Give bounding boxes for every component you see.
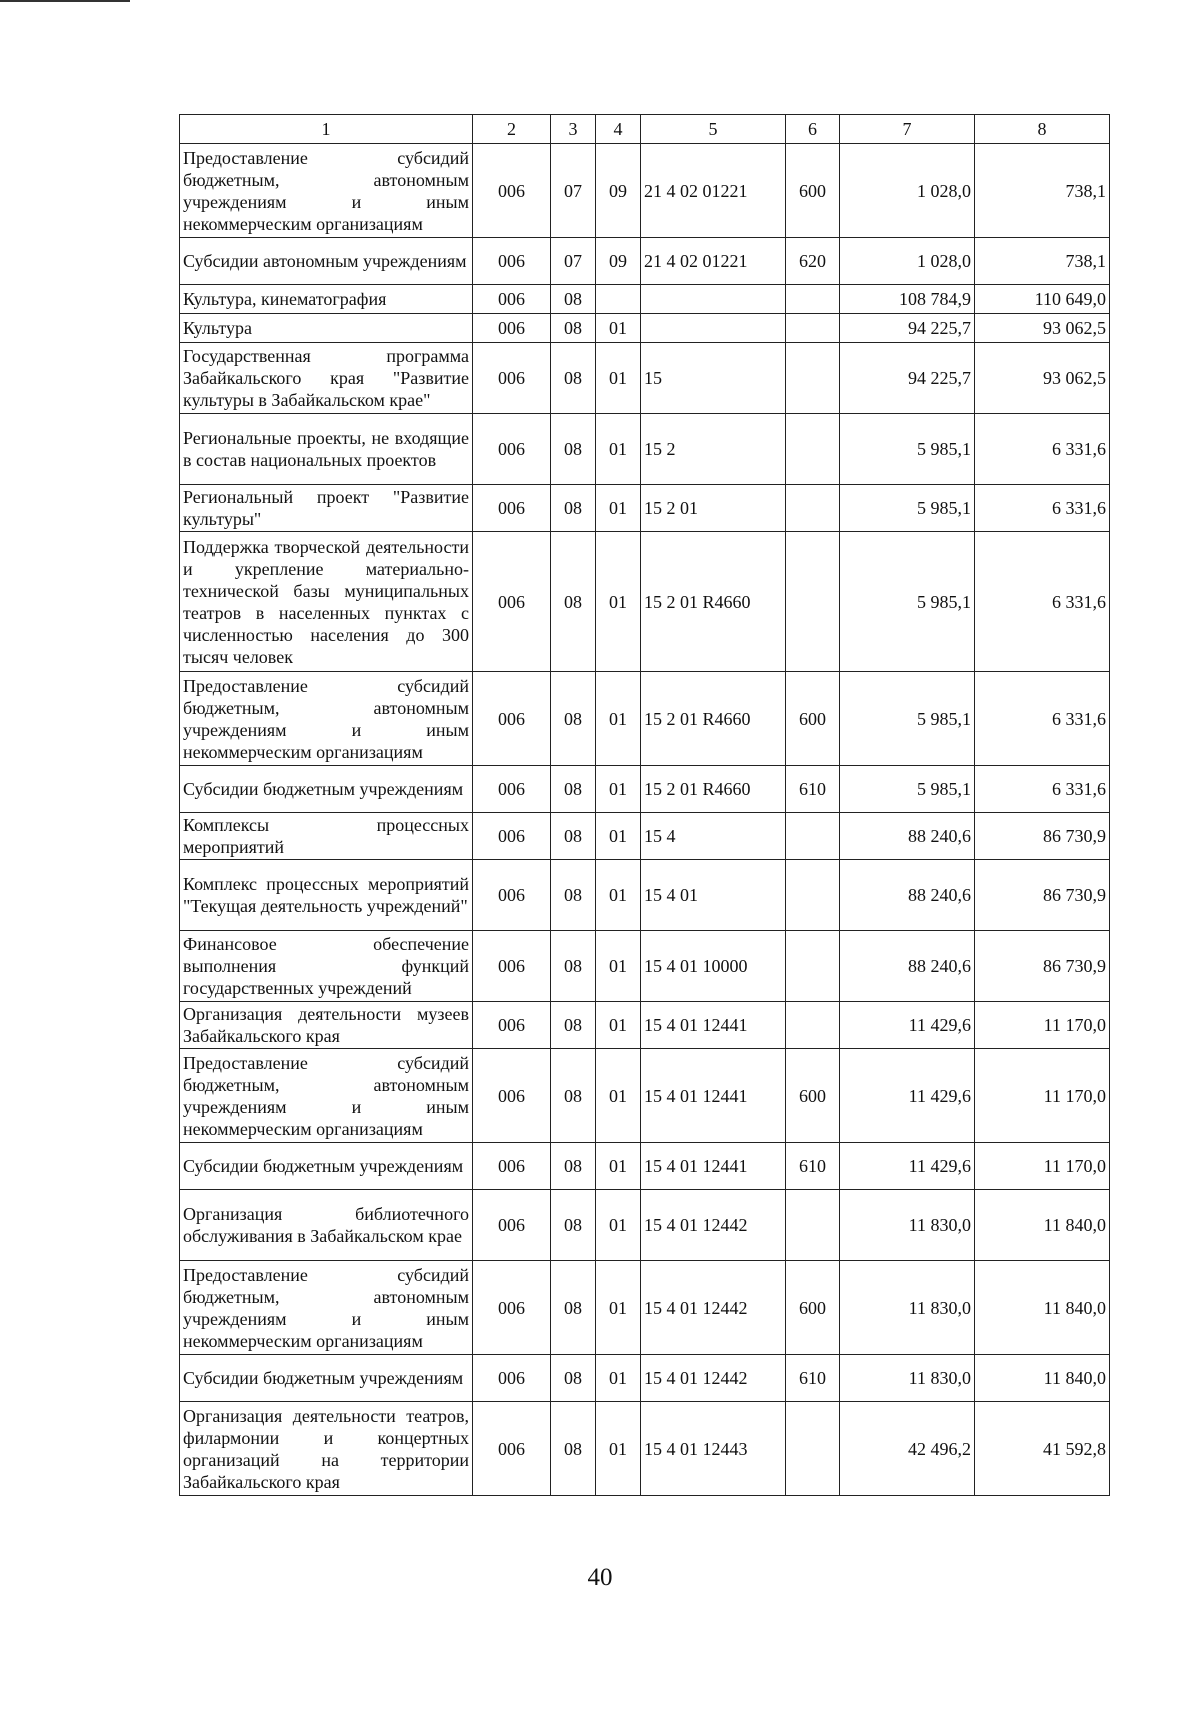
target-article-cell: 21 4 02 01221 bbox=[641, 238, 786, 285]
row-name-cell: Региональный проект "Развитие культуры" bbox=[180, 485, 473, 532]
table-row bbox=[180, 532, 1110, 672]
amount-col8-cell: 738,1 bbox=[975, 238, 1110, 285]
subsection-cell: 01 bbox=[596, 1049, 641, 1143]
grbs-cell: 006 bbox=[473, 1355, 551, 1402]
column-header: 1 bbox=[180, 115, 473, 144]
expense-type-cell bbox=[786, 1002, 840, 1049]
grbs-cell: 006 bbox=[473, 1143, 551, 1190]
table-row bbox=[180, 1261, 1110, 1355]
grbs-cell: 006 bbox=[473, 860, 551, 931]
row-name-cell: Предоставление субсидий бюджетным, автономным учреждениям и иным некоммерческим организациям bbox=[180, 1049, 473, 1143]
row-name-cell: Комплексы процессных мероприятий bbox=[180, 813, 473, 860]
amount-col7-cell: 11 429,6 bbox=[840, 1143, 975, 1190]
expense-type-cell: 600 bbox=[786, 672, 840, 766]
row-name-cell: Поддержка творческой деятельности и укрепление материально-технической базы муниципальных театров в населенных пунктах с численностью населения до 300 тысяч человек bbox=[180, 532, 473, 672]
amount-col7-cell: 5 985,1 bbox=[840, 532, 975, 672]
expense-type-cell bbox=[786, 485, 840, 532]
column-header: 7 bbox=[840, 115, 975, 144]
amount-col7-cell: 88 240,6 bbox=[840, 813, 975, 860]
subsection-cell: 01 bbox=[596, 343, 641, 414]
target-article-cell bbox=[641, 314, 786, 343]
column-header: 3 bbox=[551, 115, 596, 144]
amount-col8-cell: 6 331,6 bbox=[975, 672, 1110, 766]
subsection-cell: 01 bbox=[596, 314, 641, 343]
section-cell: 08 bbox=[551, 931, 596, 1002]
amount-col8-cell: 86 730,9 bbox=[975, 813, 1110, 860]
subsection-cell bbox=[596, 285, 641, 314]
expense-type-cell bbox=[786, 1190, 840, 1261]
table-row bbox=[180, 1355, 1110, 1402]
page-number: 40 bbox=[587, 1564, 613, 1591]
target-article-cell: 15 4 01 12441 bbox=[641, 1049, 786, 1143]
expense-type-cell bbox=[786, 860, 840, 931]
table-row bbox=[180, 1049, 1110, 1143]
expense-type-cell: 600 bbox=[786, 1049, 840, 1143]
grbs-cell: 006 bbox=[473, 1402, 551, 1496]
table-row bbox=[180, 672, 1110, 766]
expense-type-cell: 610 bbox=[786, 1355, 840, 1402]
amount-col7-cell: 11 429,6 bbox=[840, 1002, 975, 1049]
target-article-cell: 15 4 01 12443 bbox=[641, 1402, 786, 1496]
section-cell: 08 bbox=[551, 1190, 596, 1261]
table-row bbox=[180, 813, 1110, 860]
table-row bbox=[180, 1190, 1110, 1261]
table-row bbox=[180, 314, 1110, 343]
target-article-cell: 21 4 02 01221 bbox=[641, 144, 786, 238]
row-name-cell: Субсидии бюджетным учреждениям bbox=[180, 1355, 473, 1402]
amount-col7-cell: 5 985,1 bbox=[840, 485, 975, 532]
section-cell: 08 bbox=[551, 672, 596, 766]
amount-col8-cell: 11 170,0 bbox=[975, 1002, 1110, 1049]
amount-col7-cell: 11 429,6 bbox=[840, 1049, 975, 1143]
section-cell: 08 bbox=[551, 414, 596, 485]
target-article-cell: 15 2 01 R4660 bbox=[641, 532, 786, 672]
subsection-cell: 09 bbox=[596, 144, 641, 238]
expense-type-cell bbox=[786, 813, 840, 860]
section-cell: 08 bbox=[551, 1261, 596, 1355]
grbs-cell: 006 bbox=[473, 414, 551, 485]
amount-col8-cell: 93 062,5 bbox=[975, 314, 1110, 343]
section-cell: 08 bbox=[551, 285, 596, 314]
amount-col8-cell: 110 649,0 bbox=[975, 285, 1110, 314]
target-article-cell bbox=[641, 285, 786, 314]
target-article-cell: 15 4 01 bbox=[641, 860, 786, 931]
row-name-cell: Культура bbox=[180, 314, 473, 343]
amount-col7-cell: 5 985,1 bbox=[840, 766, 975, 813]
target-article-cell: 15 4 bbox=[641, 813, 786, 860]
expense-type-cell: 600 bbox=[786, 1261, 840, 1355]
subsection-cell: 01 bbox=[596, 860, 641, 931]
amount-col8-cell: 41 592,8 bbox=[975, 1402, 1110, 1496]
grbs-cell: 006 bbox=[473, 672, 551, 766]
section-cell: 08 bbox=[551, 766, 596, 813]
row-name-cell: Культура, кинематография bbox=[180, 285, 473, 314]
target-article-cell: 15 2 01 R4660 bbox=[641, 672, 786, 766]
target-article-cell: 15 2 01 bbox=[641, 485, 786, 532]
subsection-cell: 01 bbox=[596, 532, 641, 672]
section-cell: 07 bbox=[551, 144, 596, 238]
grbs-cell: 006 bbox=[473, 314, 551, 343]
subsection-cell: 01 bbox=[596, 931, 641, 1002]
grbs-cell: 006 bbox=[473, 1190, 551, 1261]
expense-type-cell: 610 bbox=[786, 1143, 840, 1190]
subsection-cell: 01 bbox=[596, 1261, 641, 1355]
section-cell: 08 bbox=[551, 1402, 596, 1496]
table-row bbox=[180, 1002, 1110, 1049]
expense-type-cell: 610 bbox=[786, 766, 840, 813]
expense-type-cell bbox=[786, 414, 840, 485]
row-name-cell: Региональные проекты, не входящие в состав национальных проектов bbox=[180, 414, 473, 485]
column-header: 4 bbox=[596, 115, 641, 144]
table-row bbox=[180, 766, 1110, 813]
grbs-cell: 006 bbox=[473, 766, 551, 813]
table-row bbox=[180, 1143, 1110, 1190]
subsection-cell: 01 bbox=[596, 1002, 641, 1049]
expense-type-cell bbox=[786, 285, 840, 314]
amount-col8-cell: 11 170,0 bbox=[975, 1143, 1110, 1190]
subsection-cell: 09 bbox=[596, 238, 641, 285]
subsection-cell: 01 bbox=[596, 1190, 641, 1261]
amount-col8-cell: 11 840,0 bbox=[975, 1190, 1110, 1261]
grbs-cell: 006 bbox=[473, 485, 551, 532]
table-row bbox=[180, 238, 1110, 285]
subsection-cell: 01 bbox=[596, 766, 641, 813]
expense-type-cell bbox=[786, 532, 840, 672]
target-article-cell: 15 4 01 12442 bbox=[641, 1261, 786, 1355]
grbs-cell: 006 bbox=[473, 813, 551, 860]
row-name-cell: Предоставление субсидий бюджетным, автономным учреждениям и иным некоммерческим организациям bbox=[180, 144, 473, 238]
row-name-cell: Предоставление субсидий бюджетным, автономным учреждениям и иным некоммерческим организациям bbox=[180, 672, 473, 766]
grbs-cell: 006 bbox=[473, 144, 551, 238]
target-article-cell: 15 2 bbox=[641, 414, 786, 485]
section-cell: 08 bbox=[551, 532, 596, 672]
section-cell: 08 bbox=[551, 813, 596, 860]
amount-col8-cell: 86 730,9 bbox=[975, 931, 1110, 1002]
amount-col7-cell: 5 985,1 bbox=[840, 414, 975, 485]
amount-col7-cell: 11 830,0 bbox=[840, 1261, 975, 1355]
expense-type-cell bbox=[786, 314, 840, 343]
grbs-cell: 006 bbox=[473, 1261, 551, 1355]
column-header: 2 bbox=[473, 115, 551, 144]
target-article-cell: 15 4 01 10000 bbox=[641, 931, 786, 1002]
subsection-cell: 01 bbox=[596, 1355, 641, 1402]
scan-edge-mark bbox=[0, 0, 130, 2]
amount-col8-cell: 93 062,5 bbox=[975, 343, 1110, 414]
row-name-cell: Субсидии бюджетным учреждениям bbox=[180, 1143, 473, 1190]
table-row bbox=[180, 931, 1110, 1002]
table-row bbox=[180, 285, 1110, 314]
row-name-cell: Комплекс процессных мероприятий "Текущая деятельность учреждений" bbox=[180, 860, 473, 931]
expense-type-cell bbox=[786, 343, 840, 414]
amount-col8-cell: 6 331,6 bbox=[975, 485, 1110, 532]
subsection-cell: 01 bbox=[596, 1402, 641, 1496]
section-cell: 08 bbox=[551, 485, 596, 532]
section-cell: 08 bbox=[551, 1355, 596, 1402]
subsection-cell: 01 bbox=[596, 1143, 641, 1190]
expense-type-cell bbox=[786, 1402, 840, 1496]
section-cell: 08 bbox=[551, 343, 596, 414]
row-name-cell: Организация деятельности театров, филармонии и концертных организаций на территории Забайкальского края bbox=[180, 1402, 473, 1496]
target-article-cell: 15 4 01 12441 bbox=[641, 1002, 786, 1049]
table-row bbox=[180, 144, 1110, 238]
expense-type-cell: 600 bbox=[786, 144, 840, 238]
section-cell: 08 bbox=[551, 1049, 596, 1143]
row-name-cell: Финансовое обеспечение выполнения функций государственных учреждений bbox=[180, 931, 473, 1002]
table-row bbox=[180, 485, 1110, 532]
amount-col7-cell: 94 225,7 bbox=[840, 343, 975, 414]
target-article-cell: 15 4 01 12442 bbox=[641, 1355, 786, 1402]
row-name-cell: Организация деятельности музеев Забайкальского края bbox=[180, 1002, 473, 1049]
target-article-cell: 15 4 01 12441 bbox=[641, 1143, 786, 1190]
amount-col7-cell: 1 028,0 bbox=[840, 144, 975, 238]
amount-col7-cell: 94 225,7 bbox=[840, 314, 975, 343]
section-cell: 08 bbox=[551, 1143, 596, 1190]
subsection-cell: 01 bbox=[596, 813, 641, 860]
section-cell: 08 bbox=[551, 1002, 596, 1049]
amount-col8-cell: 11 840,0 bbox=[975, 1261, 1110, 1355]
target-article-cell: 15 2 01 R4660 bbox=[641, 766, 786, 813]
amount-col8-cell: 11 840,0 bbox=[975, 1355, 1110, 1402]
table-header-row bbox=[180, 115, 1110, 144]
grbs-cell: 006 bbox=[473, 343, 551, 414]
subsection-cell: 01 bbox=[596, 485, 641, 532]
section-cell: 07 bbox=[551, 238, 596, 285]
expense-type-cell bbox=[786, 931, 840, 1002]
grbs-cell: 006 bbox=[473, 532, 551, 672]
table-row bbox=[180, 343, 1110, 414]
table-row bbox=[180, 1402, 1110, 1496]
amount-col7-cell: 88 240,6 bbox=[840, 931, 975, 1002]
row-name-cell: Организация библиотечного обслуживания в Забайкальском крае bbox=[180, 1190, 473, 1261]
section-cell: 08 bbox=[551, 314, 596, 343]
subsection-cell: 01 bbox=[596, 414, 641, 485]
amount-col8-cell: 738,1 bbox=[975, 144, 1110, 238]
amount-col7-cell: 42 496,2 bbox=[840, 1402, 975, 1496]
amount-col8-cell: 6 331,6 bbox=[975, 414, 1110, 485]
amount-col8-cell: 86 730,9 bbox=[975, 860, 1110, 931]
amount-col7-cell: 11 830,0 bbox=[840, 1355, 975, 1402]
grbs-cell: 006 bbox=[473, 931, 551, 1002]
row-name-cell: Субсидии автономным учреждениям bbox=[180, 238, 473, 285]
subsection-cell: 01 bbox=[596, 672, 641, 766]
grbs-cell: 006 bbox=[473, 238, 551, 285]
row-name-cell: Государственная программа Забайкальского края "Развитие культуры в Забайкальском крае" bbox=[180, 343, 473, 414]
table-row bbox=[180, 414, 1110, 485]
row-name-cell: Предоставление субсидий бюджетным, автономным учреждениям и иным некоммерческим организациям bbox=[180, 1261, 473, 1355]
grbs-cell: 006 bbox=[473, 285, 551, 314]
amount-col8-cell: 11 170,0 bbox=[975, 1049, 1110, 1143]
target-article-cell: 15 bbox=[641, 343, 786, 414]
grbs-cell: 006 bbox=[473, 1002, 551, 1049]
grbs-cell: 006 bbox=[473, 1049, 551, 1143]
amount-col7-cell: 5 985,1 bbox=[840, 672, 975, 766]
amount-col7-cell: 108 784,9 bbox=[840, 285, 975, 314]
column-header: 5 bbox=[641, 115, 786, 144]
row-name-cell: Субсидии бюджетным учреждениям bbox=[180, 766, 473, 813]
expense-type-cell: 620 bbox=[786, 238, 840, 285]
amount-col7-cell: 11 830,0 bbox=[840, 1190, 975, 1261]
section-cell: 08 bbox=[551, 860, 596, 931]
amount-col7-cell: 1 028,0 bbox=[840, 238, 975, 285]
budget-table bbox=[179, 114, 1110, 1496]
column-header: 8 bbox=[975, 115, 1110, 144]
table-row bbox=[180, 860, 1110, 931]
amount-col7-cell: 88 240,6 bbox=[840, 860, 975, 931]
amount-col8-cell: 6 331,6 bbox=[975, 766, 1110, 813]
amount-col8-cell: 6 331,6 bbox=[975, 532, 1110, 672]
target-article-cell: 15 4 01 12442 bbox=[641, 1190, 786, 1261]
column-header: 6 bbox=[786, 115, 840, 144]
